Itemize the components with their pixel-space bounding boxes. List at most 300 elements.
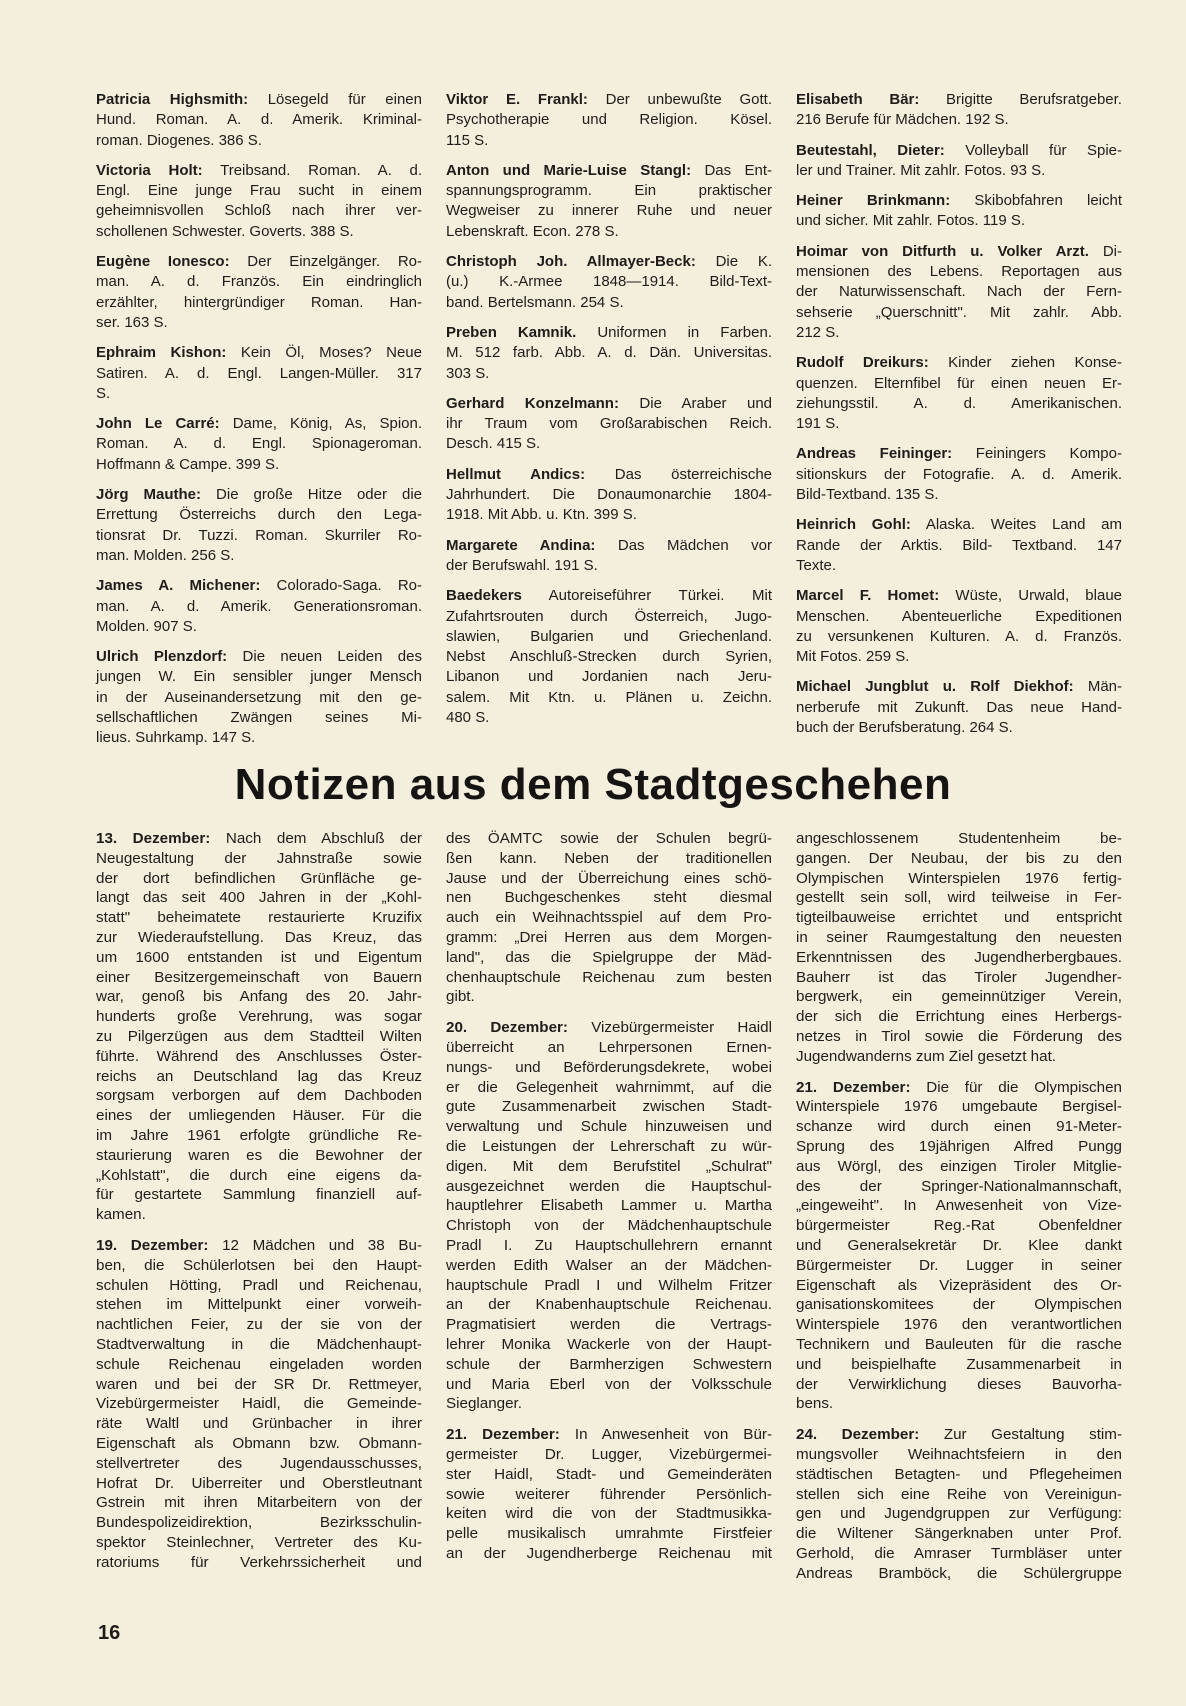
line-text: Vizebürgermeister Haidl, die Gemeinde- — [96, 1395, 422, 1413]
line-text: Alaska. Weites Land am — [910, 516, 1122, 534]
text-line — [446, 849, 772, 869]
text-column — [796, 90, 1122, 759]
text-line — [796, 1137, 1122, 1157]
text-line — [96, 688, 422, 708]
text-line — [446, 968, 772, 988]
text-line — [96, 90, 422, 110]
line-text: kamen. — [96, 1206, 146, 1224]
text-line — [446, 1236, 772, 1256]
line-text: und Maria Eberl von der Volksschule — [446, 1375, 772, 1393]
line-text: um 1600 entstanden ist und Eigentum — [96, 948, 422, 966]
line-text: Das österreichische — [585, 465, 773, 483]
line-text: der Berufswahl. 191 S. — [446, 556, 598, 574]
date-label: 21. Dezember: — [446, 1426, 560, 1444]
news-entry — [96, 1236, 422, 1573]
text-line — [96, 987, 422, 1007]
author-name: Marcel F. Homet: — [796, 587, 940, 605]
text-line — [96, 1533, 422, 1553]
line-text: Bürgermeister Dr. Lugger in seiner — [796, 1256, 1122, 1274]
line-text: eines der umliegenden Häuser. Für die — [96, 1107, 422, 1125]
text-line — [796, 1295, 1122, 1315]
text-line — [796, 1007, 1122, 1027]
line-text: und sicher. Mit zahlr. Fotos. 119 S. — [796, 212, 1025, 230]
text-line — [796, 374, 1122, 394]
text-line — [796, 1445, 1122, 1465]
line-text: netzes in Tirol sowie die Förderung des — [796, 1027, 1122, 1045]
text-line — [446, 647, 772, 667]
line-text: ihr Traum vom Großarabischen Reich. — [446, 415, 772, 433]
text-line — [96, 829, 422, 849]
line-text: tionsrat Dr. Tuzzi. Roman. Skurriler Ro- — [96, 526, 422, 544]
text-line — [96, 728, 422, 748]
book-entry — [96, 90, 422, 151]
line-text: Sprung des 19jährigen Alfred Pungg — [796, 1137, 1122, 1155]
line-text: germeister Dr. Lugger, Vizebürgermei- — [446, 1445, 772, 1463]
text-line — [446, 888, 772, 908]
text-line — [96, 131, 422, 151]
line-text: man. A. d. Amerik. Generationsroman. — [96, 597, 422, 615]
text-line — [96, 434, 422, 454]
line-text: Zur Gestaltung stim- — [919, 1426, 1123, 1444]
text-line — [796, 444, 1122, 464]
news-entry — [446, 1018, 772, 1414]
text-line — [446, 131, 772, 151]
news-entry — [796, 829, 1122, 1067]
line-text: die Leistungen der Lehrerschaft zu wür- — [446, 1137, 772, 1155]
text-line — [96, 485, 422, 505]
text-line — [446, 1256, 772, 1276]
text-line — [446, 667, 772, 687]
text-line — [796, 1394, 1122, 1414]
book-entry — [796, 242, 1122, 343]
text-line — [796, 677, 1122, 697]
text-line — [96, 222, 422, 242]
line-text: gibt. — [446, 988, 475, 1006]
line-text: 480 S. — [446, 709, 490, 727]
book-entry — [796, 515, 1122, 576]
line-text: 212 S. — [796, 323, 840, 341]
text-line — [796, 908, 1122, 928]
text-line — [446, 928, 772, 948]
text-line — [796, 1276, 1122, 1296]
line-text: sitionskurs der Fotografie. A. d. Amerik. — [796, 465, 1122, 483]
author-name: Ephraim Kishon: — [96, 344, 227, 362]
text-line — [96, 576, 422, 596]
line-text: Nach dem Abschluß der — [210, 830, 422, 847]
line-text: Pragmatisiert werden die Vertrags- — [446, 1316, 772, 1334]
text-line — [796, 1196, 1122, 1216]
line-text: der sich die Errichtung eines Herbergs- — [796, 1008, 1122, 1026]
text-line — [96, 1513, 422, 1533]
book-entry — [796, 141, 1122, 182]
text-line — [96, 1414, 422, 1434]
text-line — [796, 556, 1122, 576]
line-text: land", das die Spielgruppe der Mäd- — [446, 948, 772, 966]
text-line — [796, 211, 1122, 231]
line-text: Bild-Textband. 135 S. — [796, 486, 939, 504]
text-line — [446, 414, 772, 434]
author-name: Heinrich Gohl: — [796, 516, 911, 534]
text-line — [446, 987, 772, 1007]
text-line — [96, 546, 422, 566]
line-text: Jause und der Überreichung eines schö- — [446, 869, 772, 887]
text-line — [96, 1067, 422, 1087]
text-line — [96, 1355, 422, 1375]
line-text: Libanon und Jordanien nach Jeru- — [446, 668, 772, 686]
line-text: Autoreiseführer Türkei. Mit — [521, 587, 772, 605]
text-line — [796, 1078, 1122, 1098]
text-line — [446, 829, 772, 849]
line-text: und Generalsekretär Dr. Klee dankt — [796, 1236, 1122, 1254]
text-line — [796, 90, 1122, 110]
line-text: Die für die Olympischen — [910, 1078, 1122, 1096]
text-line — [796, 191, 1122, 211]
book-entry — [796, 191, 1122, 232]
text-line — [796, 1117, 1122, 1137]
author-name: Hoimar von Ditfurth u. Volker Arzt. — [796, 242, 1089, 260]
line-text: S. — [96, 384, 111, 402]
line-text: nungs- und Beförderungsdekrete, wobei — [446, 1058, 772, 1076]
line-text: buch der Berufsberatung. 264 S. — [796, 719, 1013, 737]
line-text: Di- — [1088, 242, 1122, 260]
line-text: Lösegeld für einen — [248, 91, 422, 108]
text-line — [796, 485, 1122, 505]
text-line — [96, 1007, 422, 1027]
line-text: lehrer Monika Wackerle von der Haupt- — [446, 1335, 772, 1353]
text-line — [96, 928, 422, 948]
text-line — [446, 1216, 772, 1236]
book-entry — [96, 252, 422, 333]
line-text: sehserie „Querschnitt". Mit zahlr. Abb. — [796, 303, 1122, 321]
book-entry — [96, 414, 422, 475]
line-text: hunderts große Verehrung, was sogar — [96, 1008, 422, 1026]
text-line — [446, 1097, 772, 1117]
text-line — [96, 908, 422, 928]
author-name: Jörg Mauthe: — [96, 486, 202, 504]
text-line — [796, 1335, 1122, 1355]
text-line — [446, 556, 772, 576]
text-line — [96, 667, 422, 687]
line-text: 303 S. — [446, 364, 490, 382]
text-line — [796, 869, 1122, 889]
text-line — [446, 293, 772, 313]
text-line — [446, 1465, 772, 1485]
line-text: chenhauptschule Reichenau zum besten — [446, 968, 772, 986]
line-text: pelle musikalisch umrahmte Firstfeier — [446, 1525, 772, 1543]
line-text: Rande der Arktis. Bild- Textband. 147 — [796, 536, 1122, 554]
text-line — [796, 1375, 1122, 1395]
line-text: Die Araber und — [618, 394, 773, 412]
line-text: zu versunkenen Kulturen. A. d. Französ. — [796, 627, 1122, 645]
line-text: schanze wird durch einen 91-Meter- — [796, 1118, 1122, 1136]
author-name: James A. Michener: — [96, 577, 261, 595]
line-text: gestellt sein soll, wird teilweise in Fer- — [796, 889, 1122, 907]
text-line — [446, 181, 772, 201]
line-text: Winterspiele 1976 umgebaute Bergisel- — [796, 1098, 1122, 1116]
text-line — [796, 698, 1122, 718]
text-line — [446, 1335, 772, 1355]
text-line — [446, 1445, 772, 1465]
book-entry — [796, 586, 1122, 667]
author-name: John Le Carré: — [96, 415, 220, 433]
line-text: Hund. Roman. A. d. Amerik. Kriminal- — [96, 111, 422, 129]
date-label: 20. Dezember: — [446, 1019, 568, 1037]
text-line — [796, 1425, 1122, 1445]
text-line — [446, 869, 772, 889]
line-text: 191 S. — [796, 415, 840, 433]
text-line — [796, 1157, 1122, 1177]
line-text: Engl. Eine junge Frau sucht in einem — [96, 182, 422, 200]
line-text: schollenen Schwester. Goverts. 388 S. — [96, 222, 354, 240]
line-text: Volleyball für Spie- — [944, 141, 1122, 159]
text-line — [446, 536, 772, 556]
section-title: Notizen aus dem Stadtgeschehen — [234, 760, 952, 809]
text-line — [96, 1146, 422, 1166]
text-line — [446, 1276, 772, 1296]
line-text: man. Molden. 256 S. — [96, 546, 235, 564]
text-line — [96, 647, 422, 667]
text-line — [96, 272, 422, 292]
line-text: Dame, König, As, Spion. — [219, 415, 422, 433]
author-name: Hellmut Andics: — [446, 465, 586, 483]
text-line — [446, 1544, 772, 1564]
text-line — [446, 252, 772, 272]
text-line — [446, 1375, 772, 1395]
text-line — [96, 869, 422, 889]
line-text: Bundespolizeidirektion, Bezirksschulin- — [96, 1514, 422, 1532]
text-line — [96, 1236, 422, 1256]
text-line — [796, 888, 1122, 908]
book-entry — [796, 444, 1122, 505]
line-text: Zufahrtsrouten durch Österreich, Jugo- — [446, 607, 772, 625]
line-text: 12 Mädchen und 38 Bu- — [208, 1236, 422, 1254]
text-line — [796, 1256, 1122, 1276]
line-text: schulen Hötting, Pradl und Reichenau, — [96, 1276, 422, 1294]
line-text: Colorado-Saga. Ro- — [260, 577, 422, 595]
author-name: Eugène Ionesco: — [96, 253, 230, 271]
text-line — [796, 303, 1122, 323]
text-line — [96, 201, 422, 221]
line-text: M. 512 farb. Abb. A. d. Dän. Universitas. — [446, 344, 772, 362]
line-text: aus Wörgl, des einzigen Tiroler Mitglie- — [796, 1157, 1122, 1175]
line-text: Uniformen in Farben. — [576, 323, 772, 341]
text-line — [796, 586, 1122, 606]
line-text: ben, die Schülerlotsen bei den Haupt- — [96, 1256, 422, 1274]
line-text: digen. Mit dem Berufstitel „Schulrat" — [446, 1157, 772, 1175]
line-text: Technikern und Bauleuten für die rasche — [796, 1335, 1122, 1353]
line-text: ziehungsstil. A. d. Amerikanischen. — [796, 394, 1122, 412]
text-line — [96, 1185, 422, 1205]
line-text: bürgermeister Reg.-Rat Obenfeldner — [796, 1217, 1122, 1235]
news-entry — [446, 829, 772, 1007]
news-entry — [796, 1078, 1122, 1415]
line-text: reichs an Deutschland lag das Kreuz — [96, 1067, 422, 1085]
text-line — [96, 343, 422, 363]
text-line — [96, 364, 422, 384]
text-line — [446, 1485, 772, 1505]
text-line — [796, 242, 1122, 262]
book-entry — [796, 353, 1122, 434]
text-line — [96, 849, 422, 869]
text-column — [796, 829, 1122, 1594]
author-name: Christoph Joh. Allmayer-Beck: — [446, 253, 696, 271]
line-text: sorgsam verborgen auf dem Dachboden — [96, 1087, 422, 1105]
line-text: jungen W. Ein sensibler junger Mensch — [96, 668, 422, 686]
line-text: gen und Jugendgruppen zur Verfügung: — [796, 1505, 1122, 1523]
line-text: an der Knabenhauptschule Reichenau. — [446, 1296, 772, 1314]
text-line — [446, 1117, 772, 1137]
book-entry — [446, 90, 772, 151]
text-line — [446, 1078, 772, 1098]
text-line — [796, 1236, 1122, 1256]
date-label: 19. Dezember: — [96, 1236, 209, 1254]
line-text: Die große Hitze oder die — [201, 486, 422, 504]
book-entry — [446, 465, 772, 526]
book-entry — [446, 394, 772, 455]
line-text: hauptlehrer Elisabeth Lammer u. Martha — [446, 1197, 772, 1215]
line-text: Neugestaltung der Jahnstraße sowie — [96, 849, 422, 867]
text-line — [446, 607, 772, 627]
line-text: führte. Während des Anschlusses Öster- — [96, 1047, 422, 1065]
text-line — [446, 110, 772, 130]
text-line — [96, 110, 422, 130]
book-entry — [446, 161, 772, 242]
text-line — [96, 1027, 422, 1047]
line-text: zur Wiederaufstellung. Das Kreuz, das — [96, 928, 422, 946]
line-text: der dort befindlichen Grünfläche ge- — [96, 869, 422, 887]
line-text: städtischen Betagten- und Pflegeheimen — [796, 1465, 1122, 1483]
line-text: Errettung Österreichs durch den Lega- — [96, 506, 422, 524]
news-entry — [796, 1425, 1122, 1583]
text-line — [96, 1295, 422, 1315]
text-line — [446, 1058, 772, 1078]
city-news-section — [96, 829, 1122, 1594]
line-text: Stadtverwaltung in die Mädchenhaupt- — [96, 1335, 422, 1353]
line-text: sowie weiterer führender Persönlich- — [446, 1485, 772, 1503]
line-text: Der unbewußte Gott. — [587, 91, 772, 108]
text-line — [796, 353, 1122, 373]
line-text: war, genoß bis Anfang des 20. Jahr- — [96, 988, 422, 1006]
text-line — [796, 1027, 1122, 1047]
line-text: ausgezeichnet werden die Hauptschul- — [446, 1177, 772, 1195]
line-text: des ÖAMTC sowie der Schulen begrü- — [446, 830, 772, 847]
line-text: quenzen. Elternfibel für einen neuen Er- — [796, 374, 1122, 392]
text-line — [96, 968, 422, 988]
text-line — [796, 1177, 1122, 1197]
book-entry — [446, 252, 772, 313]
line-text: im Jahre 1961 erfolgte gründliche Re- — [96, 1126, 422, 1144]
text-line — [446, 1177, 772, 1197]
line-text: für gestartete Sammlung finanziell auf- — [96, 1186, 422, 1204]
text-line — [96, 1086, 422, 1106]
text-column — [446, 829, 772, 1594]
line-text: mungsvoller Weihnachtsfeiern in den — [796, 1445, 1122, 1463]
line-text: bergwerk, ein gemeinnütziger Verein, — [796, 988, 1122, 1006]
text-line — [796, 161, 1122, 181]
line-text: Satiren. A. d. Engl. Langen-Müller. 317 — [96, 364, 422, 382]
line-text: schule der Barmherzigen Schwestern — [446, 1355, 772, 1373]
text-line — [96, 1315, 422, 1335]
line-text: man. A. d. Französ. Ein eindringlich — [96, 273, 422, 291]
text-line — [446, 90, 772, 110]
text-line — [446, 394, 772, 414]
line-text: stellvertreter des Jugendausschusses, — [96, 1454, 422, 1472]
text-line — [446, 1504, 772, 1524]
line-text: Desch. 415 S. — [446, 435, 541, 453]
text-line — [796, 1465, 1122, 1485]
book-entry — [96, 485, 422, 566]
line-text: Skibobfahren leicht — [950, 192, 1122, 210]
line-text: mensionen des Lebens. Reportagen aus — [796, 263, 1122, 281]
text-line — [96, 505, 422, 525]
line-text: hauptschule Pradl I und Wilhelm Fritzer — [446, 1276, 772, 1294]
text-line — [796, 1524, 1122, 1544]
author-name: Heiner Brinkmann: — [796, 192, 951, 210]
line-text: zu Pilgerzügen aus dem Stadtteil Wilten — [96, 1027, 422, 1045]
text-line — [96, 455, 422, 475]
text-line — [796, 1216, 1122, 1236]
text-line — [96, 708, 422, 728]
line-text: nerberufe mit Zukunft. Das neue Hand- — [796, 698, 1122, 716]
line-text: spektor Steinlechner, Vertreter des Ku- — [96, 1533, 422, 1551]
author-name: Ulrich Plenzdorf: — [96, 648, 228, 666]
line-text: auch ein Weihnachtsspiel auf dem Pro- — [446, 909, 772, 927]
text-line — [446, 1137, 772, 1157]
line-text: Olympischen Winterspielen 1976 fertig- — [796, 869, 1122, 887]
line-text: Der Einzelgänger. Ro- — [229, 253, 422, 271]
book-entry — [96, 576, 422, 637]
text-column — [446, 90, 772, 759]
line-text: Die K. — [695, 253, 772, 271]
line-text: Lebenskraft. Econ. 278 S. — [446, 222, 619, 240]
text-line — [96, 1375, 422, 1395]
text-line — [96, 181, 422, 201]
line-text: Gerhold, die Amraser Turmbläser unter — [796, 1544, 1122, 1562]
line-text: erzählter, hintergründiger Roman. Han- — [96, 293, 422, 311]
text-line — [796, 141, 1122, 161]
line-text: in der Auseinandersetzung mit den ge- — [96, 688, 422, 706]
line-text: Das Mädchen vor — [595, 536, 772, 554]
line-text: ler und Trainer. Mit zahlr. Fotos. 93 S. — [796, 161, 1046, 179]
author-name: Andreas Feininger: — [796, 445, 953, 463]
text-line — [96, 1454, 422, 1474]
text-line — [96, 384, 422, 404]
text-line — [796, 1564, 1122, 1584]
text-line — [96, 1493, 422, 1513]
line-text: Eigenschaft als Obmann bzw. Obmann- — [96, 1434, 422, 1452]
text-line — [96, 161, 422, 181]
line-text: 216 Berufe für Mädchen. 192 S. — [796, 111, 1009, 129]
text-line — [96, 1256, 422, 1276]
line-text: Nebst Anschluß-Strecken durch Syrien, — [446, 648, 772, 666]
text-line — [446, 908, 772, 928]
date-label: 13. Dezember: — [96, 830, 211, 847]
text-line — [96, 1474, 422, 1494]
book-entry — [96, 647, 422, 748]
line-text: Wegweiser zu innerer Ruhe und neuer — [446, 202, 772, 220]
author-name: Victoria Holt: — [96, 161, 203, 179]
line-text: Psychotherapie und Religion. Kösel. — [446, 111, 772, 129]
text-line — [796, 1504, 1122, 1524]
text-line — [446, 434, 772, 454]
text-column — [96, 829, 422, 1594]
text-line — [796, 968, 1122, 988]
book-list-section — [96, 90, 1122, 759]
text-line — [96, 1166, 422, 1186]
line-text: ster Haidl, Stadt- und Gemeinderäten — [446, 1465, 772, 1483]
line-text: Bauherr ist das Tiroler Jugendher- — [796, 968, 1122, 986]
text-line — [446, 1425, 772, 1445]
